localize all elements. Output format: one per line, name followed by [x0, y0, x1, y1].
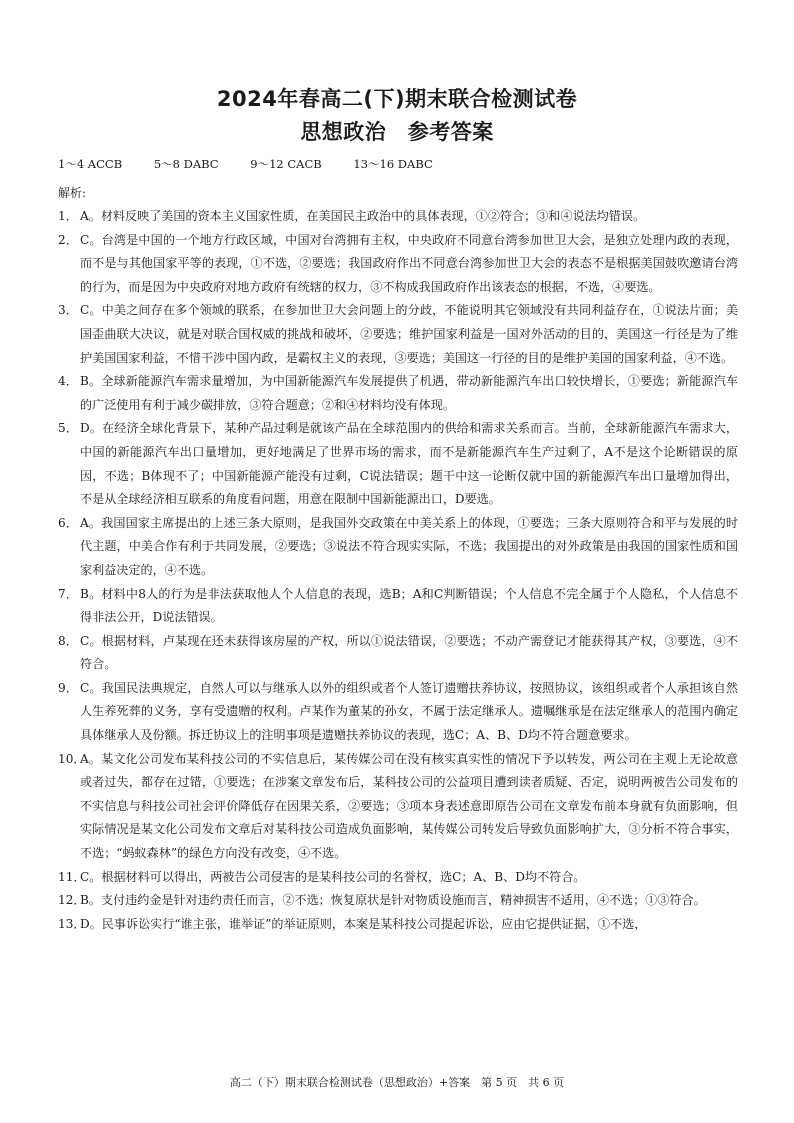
item-text: C。根据材料可以得出，两被告公司侵害的是某科技公司的名誉权，选C；A、B、D均不符合。 — [80, 869, 586, 884]
analysis-item — [58, 889, 738, 913]
analysis-item — [58, 583, 738, 630]
item-number: 5． — [58, 421, 78, 436]
item-number: 7． — [58, 586, 78, 601]
item-text: A。我国国家主席提出的上述三条大原则，是我国外交政策在中美关系上的体现，①要选；三条大原则符合和平与发展的时代主题，中美合作有利于共同发展，②要选；③说法不符合现实实际，不选；我国提出的对外政策是由我国的国家性质和国家利益决定的，④不选。 — [80, 515, 738, 577]
item-text: A。某文化公司发布某科技公司的不实信息后，某传媒公司在没有核实真实性的情况下予以转发，两公司在主观上无论故意或者过失，都存在过错，①要选；在涉案文章发布后，某科技公司的公益项目遭到读者质疑、否定，说明两被告公司发布的不实信息与科技公司社会评价降低存在因果关系，②要选；③项本身表述意即原告公司在文章发布前本身就有负面影响，但实际情况是某文化公司发布文章后对某科技公司造成负面影响，某传媒公司转发后导致负面影响扩大，③分析不符合事实，不选；“蚂蚁森林”的绿色方向没有改变，④不选。 — [80, 751, 738, 861]
answer-key-group: 9～12 CACB — [250, 157, 322, 171]
analysis-item — [58, 512, 738, 583]
analysis-item — [58, 913, 738, 937]
analysis-item — [58, 417, 738, 511]
item-number: 12． — [58, 893, 86, 908]
analysis-item — [58, 229, 738, 300]
item-number: 8． — [58, 633, 78, 648]
item-number: 3． — [58, 303, 78, 318]
item-number: 2． — [58, 232, 78, 247]
analysis-item — [58, 630, 738, 677]
item-text: B。全球新能源汽车需求量增加，为中国新能源汽车发展提供了机遇，带动新能源汽车出口较快增长，①要选；新能源汽车的广泛使用有利于减少碳排放，③符合题意；②和④材料均没有体现。 — [80, 374, 738, 412]
item-number: 6． — [58, 515, 78, 530]
answer-key-line — [58, 156, 461, 172]
item-text: C。根据材料，卢某现在还未获得该房屋的产权，所以①说法错误，②要选；不动产需登记才能获得其产权，③要选，④不符合。 — [80, 633, 738, 672]
analysis-item — [58, 370, 738, 417]
analysis-item — [58, 866, 738, 890]
item-number: 11． — [58, 869, 86, 884]
document-subtitle: 思想政治 参考答案 — [300, 120, 494, 144]
page-footer: 高二（下）期末联合检测试卷（思想政治）+答案 第 5 页 共 6 页 — [229, 1076, 565, 1089]
answer-key-group: 5～8 DABC — [153, 157, 219, 171]
item-number: 4． — [58, 374, 78, 389]
item-text: B。支付违约金是针对违约责任而言，②不选；恢复原状是针对物质设施而言，精神损害不适用，④不选；①③符合。 — [80, 893, 706, 908]
item-text: C。中美之间存在多个领域的联系，在参加世卫大会问题上的分歧，不能说明其它领域没有共同利益存在，①说法片面；美国歪曲联大决议，就是对联合国权威的挑战和破坏，②要选；维护国家利益是一国对外活动的目的，美国这一行径是为了维护美国国家利益，不惜干涉中国内政，是霸权主义的表现，③要选；美国这一行径的目的是维护美国的国家利益，④不选。 — [80, 303, 738, 365]
document-title: 2024年春高二(下)期末联合检测试卷 — [216, 87, 578, 111]
analysis-item — [58, 748, 738, 866]
item-number: 13． — [58, 916, 86, 931]
item-text: C。台湾是中国的一个地方行政区域，中国对台湾拥有主权，中央政府不同意台湾参加世卫大会，是独立处理内政的表现，而不是与其他国家平等的表现，①不选，②要选；我国政府作出不同意台湾参加世卫大会的表态不是根据美国鼓吹邀请台湾的行为，而是因为中央政府对地方政府有统辖的权力，③不构成我国政府作出该表态的根据，不选，④要选。 — [80, 232, 738, 294]
item-number: 10． — [58, 751, 86, 766]
item-number: 9． — [58, 680, 78, 695]
item-text: D。在经济全球化背景下，某种产品过剩是就该产品在全球范围内的供给和需求关系而言。当前，全球新能源汽车需求大，中国的新能源汽车出口量增加，更好地满足了世界市场的需求，而不是新能源汽车生产过剩了，A不是这个论断错误的原因，不选；B体现不了；中国新能源产能没有过剩，C说法错误；题干中这一论断仅就中国的新能源汽车出口量增加得出，不是从全球经济相互联系的角度看问题，用意在限制中国新能源出口，D要选。 — [80, 421, 738, 507]
answer-key-group: 13～16 DABC — [353, 157, 433, 171]
item-text: C。我国民法典规定，自然人可以与继承人以外的组织或者个人签订遗赠扶养协议，按照协议，该组织或者个人承担该自然人生养死葬的义务，享有受遗赠的权利。卢某作为董某的孙女，不属于法定继承人。遗嘱继承是在法定继承人的范围内确定具体继承人及份额。拆迁协议上的注明事项是遗赠扶养协议的表现，选C；A、B、D均不符合题意要求。 — [80, 680, 738, 743]
analysis-item — [58, 205, 738, 229]
analysis-item — [58, 299, 738, 370]
item-text: D。民事诉讼实行“谁主张，谁举证”的举证原则，本案是某科技公司提起诉讼，应由它提供证据，①不选， — [80, 916, 647, 931]
analysis-item — [58, 677, 738, 748]
item-text: B。材料中8人的行为是非法获取他人个人信息的表现，选B；A和C判断错误；个人信息不完全属于个人隐私，个人信息不得非法公开，D说法错误。 — [80, 586, 738, 625]
item-number: 1． — [58, 209, 78, 223]
analysis-list — [58, 205, 738, 936]
item-text: A。材料反映了美国的资本主义国家性质，在美国民主政治中的具体表现，①②符合；③和④说法均错误。 — [80, 209, 646, 223]
answer-key-group: 1～4 ACCB — [58, 157, 123, 171]
analysis-label: 解析: — [58, 186, 87, 200]
